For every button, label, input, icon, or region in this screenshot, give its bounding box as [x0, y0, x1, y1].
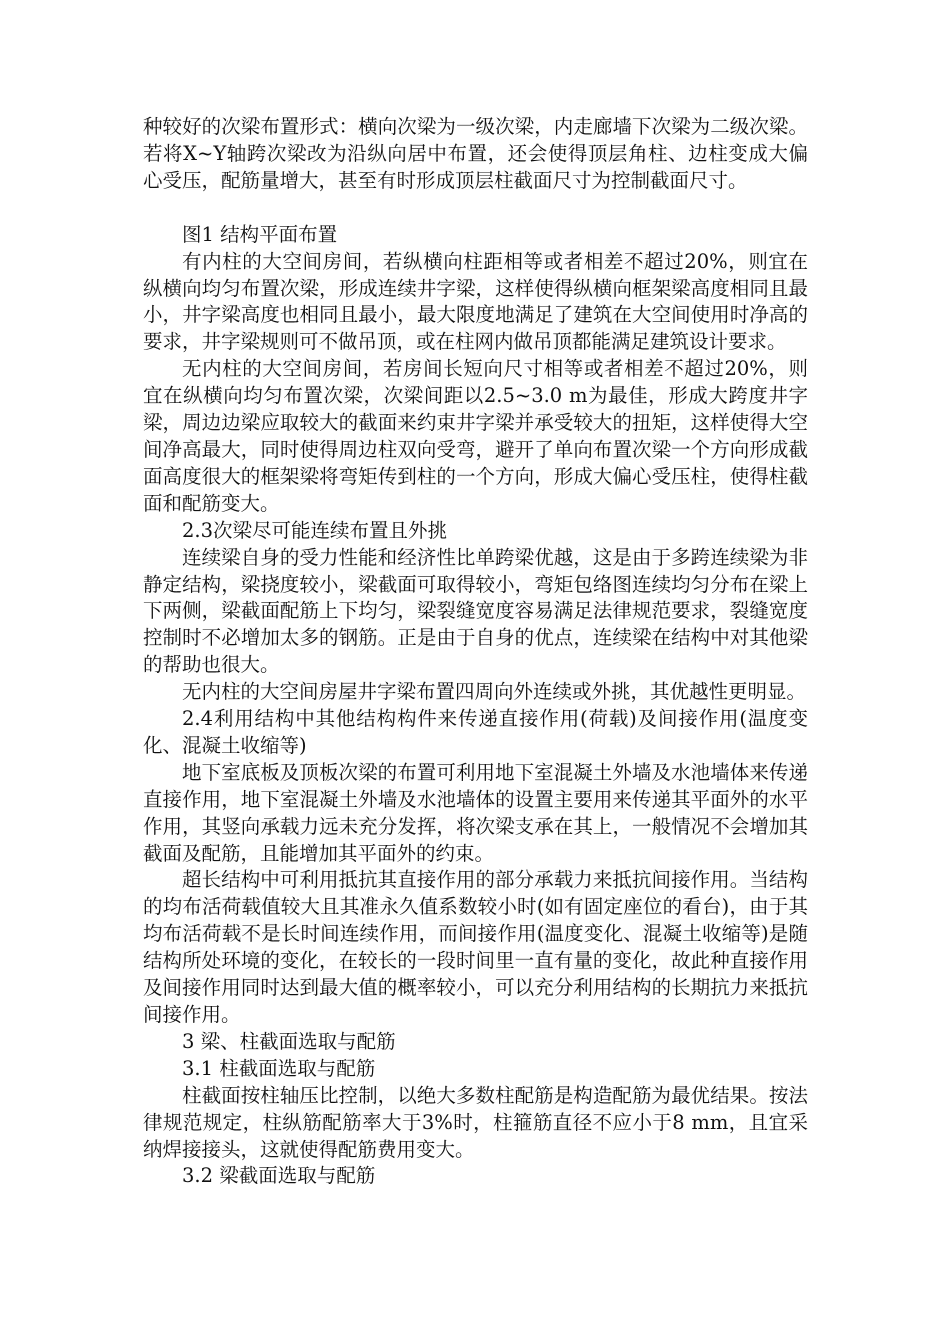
paragraph-long-structure: 超长结构中可利用抵抗其直接作用的部分承载力来抵抗间接作用。当结构的均布活荷载值较大且其准永久值系数较小时(如有固定座位的看台)，由于其均布活荷载不是长时间连续作用，而间接作用(温度变化、混凝土收缩等)是随结构所处环境的变化，在较长的一段时间里一直有量的变化，故此种直接作用及间接作用同时达到最大值的概率较小，可以充分利用结构的长期抗力来抵抗间接作用。 [143, 868, 808, 1026]
section-heading-3-1: 3.1 柱截面选取与配筋 [182, 1056, 376, 1080]
section-heading-2-4: 2.4利用结构中其他结构构件来传递直接作用(荷载)及间接作用(温度变化、混凝土收缩等) [143, 707, 808, 757]
paragraph-cantilever: 无内柱的大空间房屋井字梁布置四周向外连续或外挑，其优越性更明显。 [182, 680, 807, 704]
paragraph-continuation: 种较好的次梁布置形式：横向次梁为一级次梁，内走廊墙下次梁为二级次梁。若将X~Y轴跨次梁改为沿纵向居中布置，还会使得顶层角柱、边柱变成大偏心受压，配筋量增大，甚至有时形成顶层柱截面尺寸为控制截面尺寸。 [143, 115, 808, 192]
paragraph-basement-walls: 地下室底板及顶板次梁的布置可利用地下室混凝土外墙及水池墙体来传递直接作用，地下室混凝土外墙及水池墙体的设置主要用来传递其平面外的水平作用，其竖向承载力远未充分发挥，将次梁支承在其上，一般情况不会增加其截面及配筋，且能增加其平面外的约束。 [143, 760, 808, 865]
section-heading-2-3: 2.3次梁尽可能连续布置且外挑 [182, 518, 448, 542]
figure-caption: 图1 结构平面布置 [182, 222, 338, 246]
paragraph-inner-column-space: 有内柱的大空间房间，若纵横向柱距相等或者相差不超过20%，则宜在纵横向均匀布置次梁，形成连续井字梁，这样使得纵横向框架梁高度相同且最小，井字梁高度也相同且最小，最大限度地满足了建筑在大空间使用时净高的要求，井字梁规则可不做吊顶，或在柱网内做吊顶都能满足建筑设计要求。 [143, 249, 808, 354]
paragraph-continuous-beam: 连续梁自身的受力性能和经济性比单跨梁优越，这是由于多跨连续梁为非静定结构，梁挠度较小，梁截面可取得较小，弯矩包络图连续均匀分布在梁上下两侧，梁截面配筋上下均匀，梁裂缝宽度容易满足法律规范要求，裂缝宽度控制时不必增加太多的钢筋。正是由于自身的优点，连续梁在结构中对其他梁的帮助也很大。 [143, 545, 808, 677]
paragraph-no-inner-column-space: 无内柱的大空间房间，若房间长短向尺寸相等或者相差不超过20%，则宜在纵横向均匀布置次梁，次梁间距以2.5~3.0 m为最佳，形成大跨度井字梁，周边边梁应取较大的截面来约束井字梁并承受较大的扭矩，这样使得大空间净高最大，同时使得周边柱双向受弯，避开了单向布置次梁一个方向形成截面高度很大的框架梁将弯矩传到柱的一个方向，形成大偏心受压柱，使得柱截面和配筋变大。 [143, 357, 808, 515]
document-body [143, 114, 808, 1190]
section-heading-3-2: 3.2 梁截面选取与配筋 [182, 1164, 376, 1188]
paragraph-column-section: 柱截面按柱轴压比控制，以绝大多数柱配筋是构造配筋为最优结果。按法律规范规定，柱纵筋配筋率大于3%时，柱箍筋直径不应小于8 mm，且宜采纳焊接接头，这就使得配筋费用变大。 [143, 1083, 808, 1161]
section-heading-3: 3 梁、柱截面选取与配筋 [182, 1029, 396, 1053]
